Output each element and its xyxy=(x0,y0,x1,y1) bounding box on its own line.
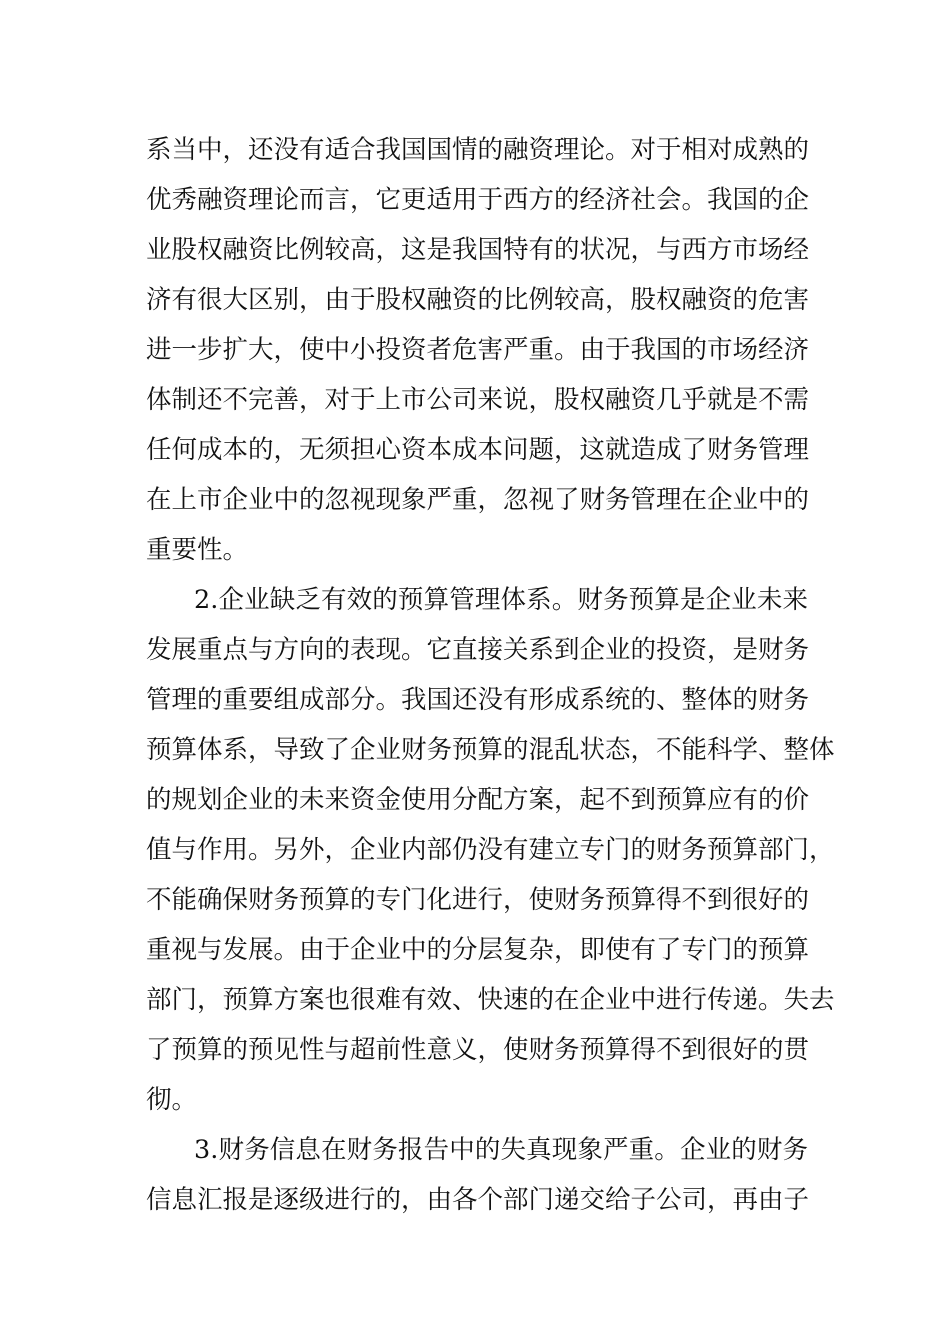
paragraph-2-line-2: 发展重点与方向的表现。它直接关系到企业的投资，是财务 xyxy=(146,635,810,665)
paragraph-2-line-11: 彻。 xyxy=(146,1085,198,1115)
paragraph-2-line-7: 不能确保财务预算的专门化进行，使财务预算得不到很好的 xyxy=(146,885,810,915)
paragraph-1-line-1: 系当中，还没有适合我国国情的融资理论。对于相对成熟的 xyxy=(146,135,810,165)
paragraph-2-line-9: 部门，预算方案也很难有效、快速的在企业中进行传递。失去 xyxy=(146,985,835,1015)
paragraph-1-line-4: 济有很大区别，由于股权融资的比例较高，股权融资的危害 xyxy=(146,285,810,315)
paragraph-2-line-8: 重视与发展。由于企业中的分层复杂，即使有了专门的预算 xyxy=(146,935,810,965)
paragraph-2-line-10: 了预算的预见性与超前性意义，使财务预算得不到很好的贯 xyxy=(146,1035,810,1065)
paragraph-2-line-4: 预算体系，导致了企业财务预算的混乱状态，不能科学、整体 xyxy=(146,735,835,765)
paragraph-1-line-2: 优秀融资理论而言，它更适用于西方的经济社会。我国的企 xyxy=(146,185,810,215)
paragraph-1-line-6: 体制还不完善，对于上市公司来说，股权融资几乎就是不需 xyxy=(146,385,810,415)
paragraph-1-line-9: 重要性。 xyxy=(146,535,249,565)
paragraph-1-line-5: 进一步扩大，使中小投资者危害严重。由于我国的市场经济 xyxy=(146,335,810,365)
paragraph-2-line-1: 2.企业缺乏有效的预算管理体系。财务预算是企业未来 xyxy=(194,585,808,615)
paragraph-2-line-6: 值与作用。另外，企业内部仍没有建立专门的财务预算部门， xyxy=(146,835,835,865)
paragraph-1-line-8: 在上市企业中的忽视现象严重，忽视了财务管理在企业中的 xyxy=(146,485,810,515)
paragraph-2-line-5: 的规划企业的未来资金使用分配方案，起不到预算应有的价 xyxy=(146,785,810,815)
paragraph-1-line-3: 业股权融资比例较高，这是我国特有的状况，与西方市场经 xyxy=(146,235,810,265)
paragraph-2-line-3: 管理的重要组成部分。我国还没有形成系统的、整体的财务 xyxy=(146,685,810,715)
paragraph-1-line-7: 任何成本的，无须担心资本成本问题，这就造成了财务管理 xyxy=(146,435,810,465)
paragraph-3-line-2: 信息汇报是逐级进行的，由各个部门递交给子公司，再由子 xyxy=(146,1185,810,1215)
paragraph-3-line-1: 3.财务信息在财务报告中的失真现象严重。企业的财务 xyxy=(194,1135,808,1165)
